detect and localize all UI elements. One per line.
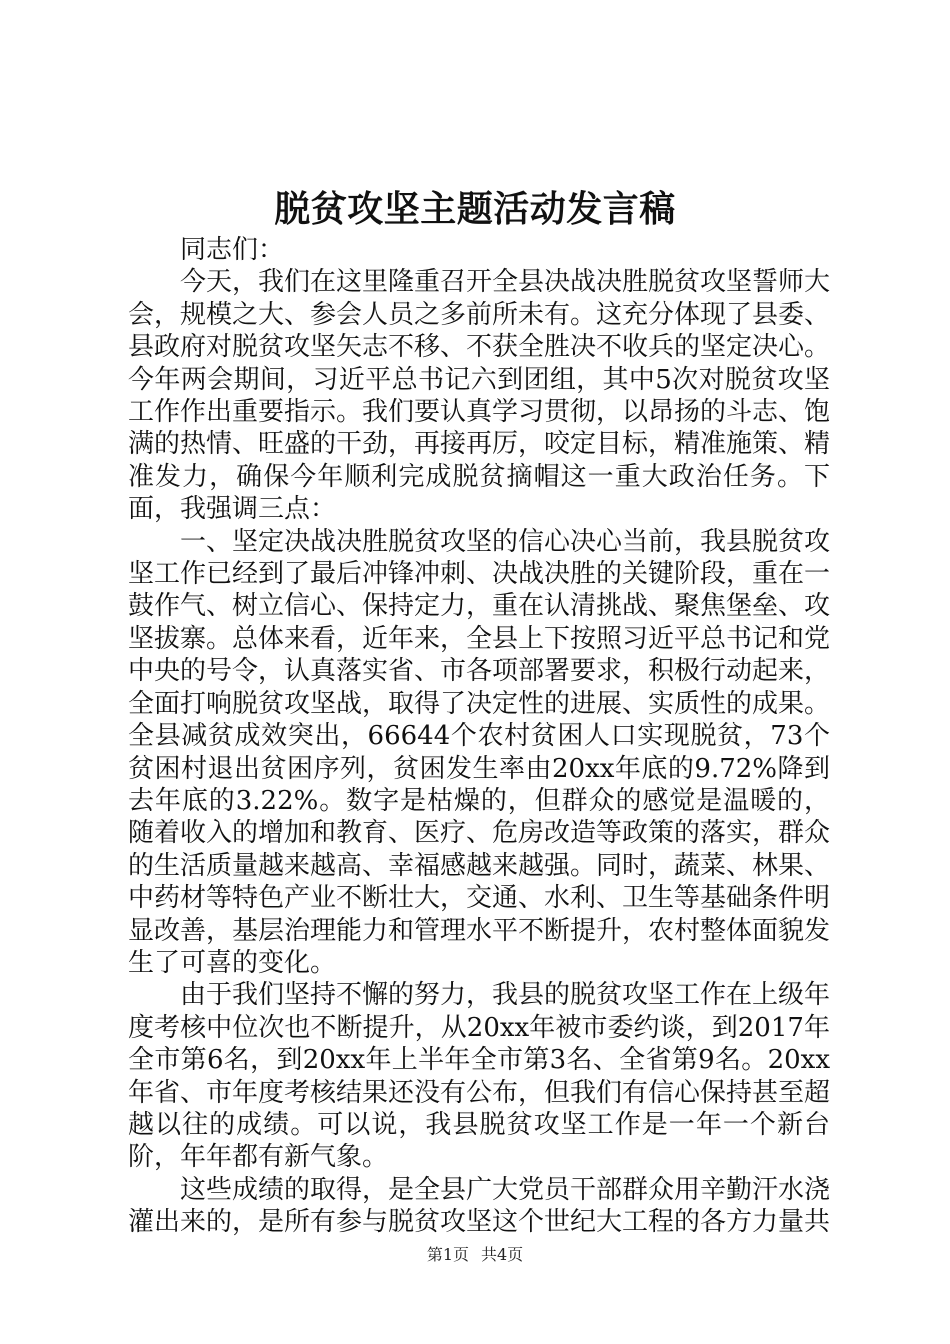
- page-footer: [0, 1244, 950, 1266]
- salutation-paragraph: 同志们：: [180, 235, 285, 265]
- body-paragraph: 这些成绩的取得，是全县广大党员干部群众用辛勤汗水浇灌出来的，是所有参与脱贫攻坚这个世纪大工程的各方力量共: [128, 1174, 831, 1238]
- page-total: 共4页: [481, 1245, 524, 1264]
- document-title: 脱贫攻坚主题活动发言稿: [274, 189, 676, 230]
- page-number: 第1页: [426, 1245, 469, 1264]
- body-paragraph: 一、坚定决战决胜脱贫攻坚的信心决心当前，我县脱贫攻坚工作已经到了最后冲锋冲刺、决战决胜的关键阶段，重在一鼓作气、树立信心、保持定力，重在认清挑战、聚焦堡垒、攻坚拔寨。总体来看，近年来，全县上下按照习近平总书记和党中央的号令，认真落实省、市各项部署要求，积极行动起来，全面打响脱贫攻坚战，取得了决定性的进展、实质性的成果。全县减贫成效突出，66644个农村贫困人口实现脱贫，73个贫困村退出贫困序列，贫困发生率由20xx年底的9.72%降到去年底的3.22%。数字是枯燥的，但群众的感觉是温暖的，随着收入的增加和教育、医疗、危房改造等政策的落实，群众的生活质量越来越高、幸福感越来越强。同时，蔬菜、林果、中药材等特色产业不断壮大，交通、水利、卫生等基础条件明显改善，基层治理能力和管理水平不断提升，农村整体面貌发生了可喜的变化。: [128, 526, 831, 978]
- body-paragraph: 今天，我们在这里隆重召开全县决战决胜脱贫攻坚誓师大会，规模之大、参会人员之多前所未有。这充分体现了县委、县政府对脱贫攻坚矢志不移、不获全胜决不收兵的坚定决心。今年两会期间，习近平总书记六到团组，其中5次对脱贫攻坚工作作出重要指示。我们要认真学习贯彻，以昂扬的斗志、饱满的热情、旺盛的干劲，再接再厉，咬定目标，精准施策、精准发力，确保今年顺利完成脱贫摘帽这一重大政治任务。下面，我强调三点：: [128, 267, 831, 525]
- document-body: [128, 234, 830, 1239]
- body-paragraph: 由于我们坚持不懈的努力，我县的脱贫攻坚工作在上级年度考核中位次也不断提升，从20xx年被市委约谈，到2017年全市第6名，到20xx年上半年全市第3名、全省第9名。20xx年省、市年度考核结果还没有公布，但我们有信心保持甚至超越以往的成绩。可以说，我县脱贫攻坚工作是一年一个新台阶，年年都有新气象。: [128, 980, 831, 1173]
